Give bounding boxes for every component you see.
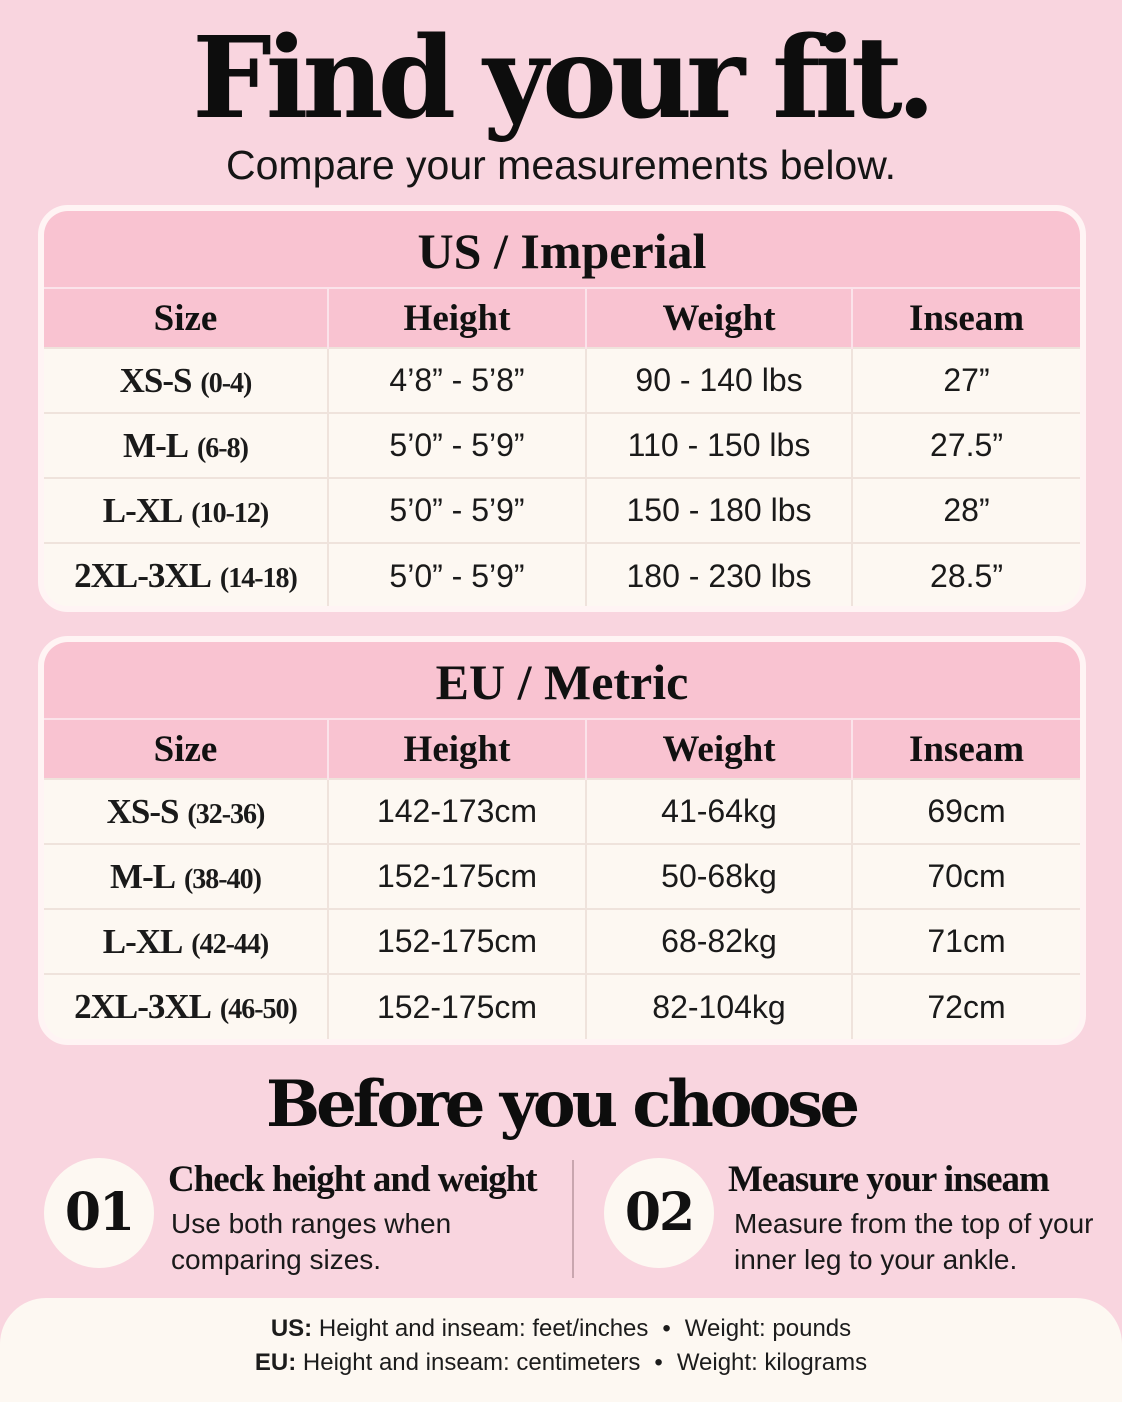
column-header-weight: Weight <box>586 719 852 779</box>
footer-eu-units: Height and inseam: centimeters <box>302 1349 641 1376</box>
size-cell <box>44 413 328 478</box>
weight-cell: 150 - 180 lbs <box>586 478 852 543</box>
height-cell: 142-173cm <box>328 779 586 844</box>
size-cell <box>44 348 328 413</box>
page-subtitle: Compare your measurements below. <box>226 142 896 188</box>
footer-us-units: Height and inseam: feet/inches <box>318 1315 649 1342</box>
tip-heading: Check height and weight <box>168 1159 537 1200</box>
size-cell <box>44 909 328 974</box>
page-title: Find your fit. <box>192 13 930 144</box>
size-range: (32-36) <box>187 798 265 830</box>
step-number-badge: 01 <box>44 1158 154 1268</box>
units-footer <box>0 1298 1122 1402</box>
size-label: L-XL <box>102 921 183 961</box>
inseam-cell: 71cm <box>852 909 1080 974</box>
bullet-icon: • <box>662 1315 671 1342</box>
column-header-height: Height <box>328 288 586 348</box>
inseam-cell: 27” <box>852 348 1080 413</box>
footer-label-eu: EU: <box>254 1349 297 1376</box>
size-label: L-XL <box>102 490 183 530</box>
footer-eu-weight: Weight: kilograms <box>676 1349 868 1376</box>
size-range: (10-12) <box>191 497 269 529</box>
table-row <box>44 909 1080 974</box>
height-cell: 5’0” - 5’9” <box>328 478 586 543</box>
tip-heading: Measure your inseam <box>728 1159 1049 1200</box>
bullet-icon: • <box>654 1349 663 1376</box>
weight-cell: 41-64kg <box>586 779 852 844</box>
height-cell: 4’8” - 5’8” <box>328 348 586 413</box>
size-range: (42-44) <box>191 928 269 960</box>
eu-size-table <box>38 636 1086 1045</box>
size-cell <box>44 974 328 1039</box>
eu-table-title: EU / Metric <box>44 642 1080 718</box>
column-header-size: Size <box>44 288 328 348</box>
height-cell: 152-175cm <box>328 844 586 909</box>
size-range: (6-8) <box>196 432 248 464</box>
inseam-cell: 70cm <box>852 844 1080 909</box>
column-header-height: Height <box>328 719 586 779</box>
table-row <box>44 779 1080 844</box>
height-cell: 5’0” - 5’9” <box>328 413 586 478</box>
size-range: (38-40) <box>183 863 261 895</box>
weight-cell: 90 - 140 lbs <box>586 348 852 413</box>
us-table-header-row <box>44 288 1080 348</box>
column-header-inseam: Inseam <box>852 719 1080 779</box>
size-label: 2XL-3XL <box>74 987 212 1026</box>
size-range: (14-18) <box>219 563 297 594</box>
weight-cell: 180 - 230 lbs <box>586 543 852 608</box>
weight-cell: 50-68kg <box>586 844 852 909</box>
step-number-badge: 02 <box>604 1158 714 1268</box>
tips-divider <box>572 1160 574 1278</box>
height-cell: 5’0” - 5’9” <box>328 543 586 608</box>
inseam-cell: 28” <box>852 478 1080 543</box>
tip-body: Measure from the top of your inner leg to your ankle. <box>734 1208 1094 1275</box>
size-cell <box>44 779 328 844</box>
size-label: M-L <box>110 856 176 896</box>
table-row <box>44 413 1080 478</box>
us-size-table <box>38 205 1086 612</box>
footer-us-weight: Weight: pounds <box>684 1315 852 1342</box>
table-row <box>44 974 1080 1039</box>
inseam-cell: 72cm <box>852 974 1080 1039</box>
size-cell <box>44 543 328 608</box>
size-label: M-L <box>123 425 189 465</box>
eu-table <box>44 718 1080 1039</box>
weight-cell: 82-104kg <box>586 974 852 1039</box>
height-cell: 152-175cm <box>328 974 586 1039</box>
footer-line-eu <box>0 1348 1122 1378</box>
table-row <box>44 543 1080 608</box>
column-header-inseam: Inseam <box>852 288 1080 348</box>
size-label: XS-S <box>119 360 192 400</box>
inseam-cell: 28.5” <box>852 543 1080 608</box>
inseam-cell: 69cm <box>852 779 1080 844</box>
size-cell <box>44 478 328 543</box>
inseam-cell: 27.5” <box>852 413 1080 478</box>
eu-table-header-row <box>44 719 1080 779</box>
us-table-title: US / Imperial <box>44 211 1080 287</box>
table-row <box>44 844 1080 909</box>
weight-cell: 68-82kg <box>586 909 852 974</box>
tip-body: Use both ranges when comparing sizes. <box>171 1208 452 1275</box>
us-table <box>44 287 1080 608</box>
tips-title: Before you choose <box>265 1067 857 1142</box>
size-range: (0-4) <box>200 367 252 399</box>
footer-line-us <box>0 1314 1122 1344</box>
size-label: 2XL-3XL <box>74 556 212 595</box>
column-header-size: Size <box>44 719 328 779</box>
size-range: (46-50) <box>219 994 297 1025</box>
table-row <box>44 348 1080 413</box>
height-cell: 152-175cm <box>328 909 586 974</box>
column-header-weight: Weight <box>586 288 852 348</box>
size-cell <box>44 844 328 909</box>
tip-item <box>600 1150 1100 1280</box>
size-label: XS-S <box>106 791 179 831</box>
tip-item <box>40 1150 570 1280</box>
footer-label-us: US: <box>270 1315 313 1342</box>
table-row <box>44 478 1080 543</box>
weight-cell: 110 - 150 lbs <box>586 413 852 478</box>
